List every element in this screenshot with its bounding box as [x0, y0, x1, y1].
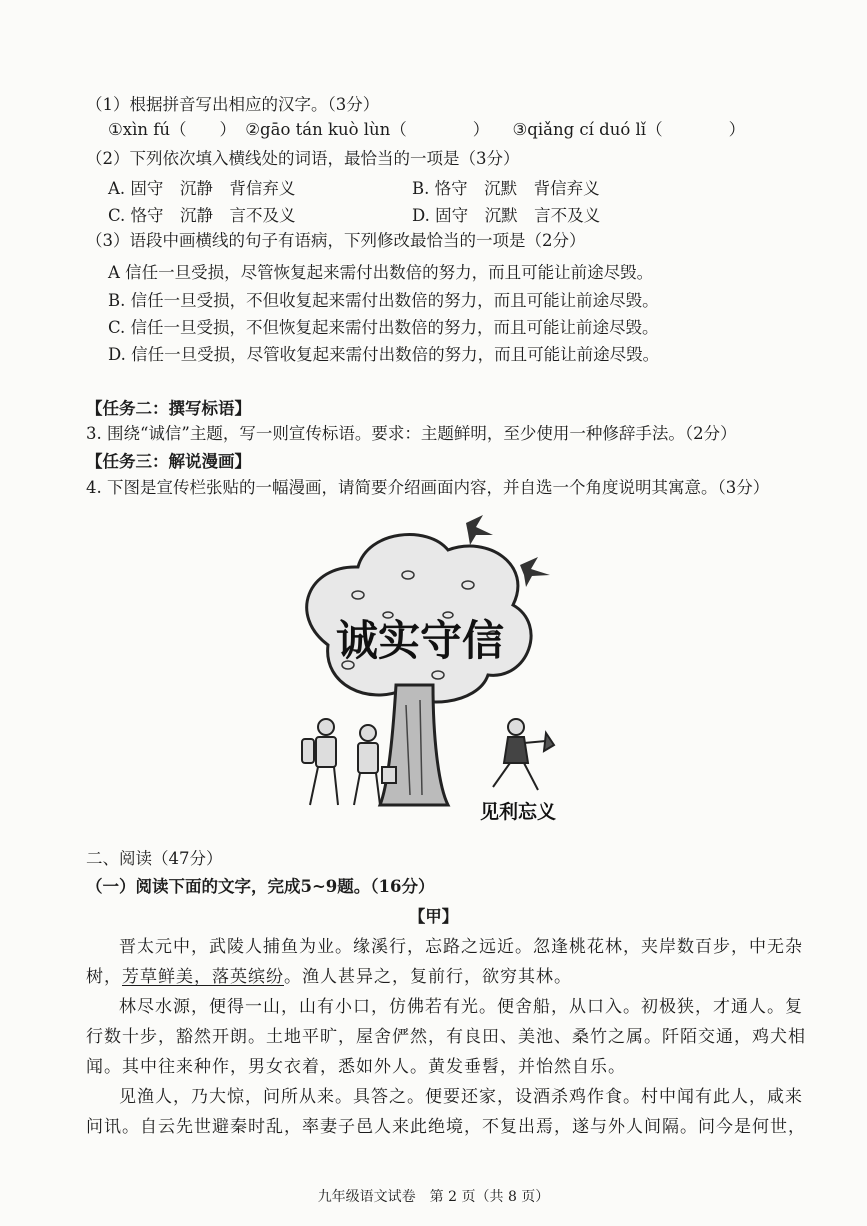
- q2-option-c: C. 恪守 沉静 言不及义: [108, 206, 296, 225]
- task3-question: 4. 下图是宣传栏张贴的一幅漫画，请简要介绍画面内容，并自选一个角度说明其寓意。（3分）: [86, 478, 770, 497]
- section2-heading: 二、阅读（47分）: [86, 849, 223, 868]
- q2-option-b: B. 恪守 沉默 背信弃义: [412, 179, 600, 198]
- passage-fragment: 。渔人甚异之，复前行，欲穷其林。: [284, 967, 572, 987]
- section2-sub: （一）阅读下面的文字，完成5~9题。（16分）: [86, 877, 435, 896]
- passage-label: 【甲】: [408, 907, 459, 926]
- cartoon-caption: 见利忘义: [479, 801, 557, 823]
- task2-heading: 【任务二：撰写标语】: [86, 399, 251, 418]
- q1-item-3: ③qiǎng cí duó lǐ（ ）: [512, 120, 746, 139]
- passage-line: 问讯。自云先世避秦时乱，率妻子邑人来此绝境，不复出焉，遂与外人间隔。问今是何世，: [86, 1117, 806, 1137]
- q3-option-c: C. 信任一旦受损，不但恢复起来需付出数倍的努力，而且可能让前途尽毁。: [108, 318, 659, 337]
- q1-prompt: （1）根据拼音写出相应的汉字。（3分）: [86, 95, 380, 114]
- underlined-phrase: 芳草鲜美，落英缤纷: [122, 967, 284, 987]
- q1-item-1: ①xìn fú（ ）: [108, 120, 236, 139]
- tree-icon: [307, 535, 531, 805]
- page-footer: 九年级语文试卷 第 2 页（共 8 页）: [317, 1189, 550, 1205]
- q3-option-b: B. 信任一旦受损，不但收复起来需付出数倍的努力，而且可能让前途尽毁。: [108, 291, 659, 310]
- passage-line: 行数十步，豁然开朗。土地平旷，屋舍俨然，有良田、美池、桑竹之属。阡陌交通，鸡犬相: [86, 1027, 806, 1047]
- cartoon-illustration: [288, 505, 578, 830]
- q1-items: [108, 119, 745, 141]
- q3-option-d: D. 信任一旦受损，尽管收复起来需付出数倍的努力，而且可能让前途尽毁。: [108, 345, 660, 364]
- q2-option-a: A. 固守 沉静 背信弃义: [108, 179, 296, 198]
- passage-fragment: 树，: [86, 967, 122, 987]
- passage-line: [86, 962, 572, 992]
- q2-prompt: （2）下列依次填入横线处的词语，最恰当的一项是（3分）: [86, 149, 520, 168]
- q1-item-2: ②gāo tán kuò lùn（ ）: [245, 120, 490, 139]
- task2-question: 3. 围绕“诚信”主题，写一则宣传标语。要求：主题鲜明，至少使用一种修辞手法。（2分）: [86, 424, 737, 443]
- passage-line: 晋太元中，武陵人捕鱼为业。缘溪行，忘路之远近。忽逢桃花林，夹岸数百步，中无杂: [119, 937, 803, 957]
- running-man-icon: [493, 719, 554, 790]
- passage-line: 林尽水源，便得一山，山有小口，仿佛若有光。便舍船，从口入。初极狭，才通人。复: [119, 997, 803, 1017]
- passage-line: 闻。其中往来种作，男女衣着，悉如外人。黄发垂髫，并怡然自乐。: [86, 1057, 626, 1077]
- q2-option-d: D. 固守 沉默 言不及义: [412, 206, 601, 225]
- cartoon-title: 诚实守信: [335, 616, 505, 665]
- worker-figure-icon: [302, 719, 396, 805]
- task3-heading: 【任务三：解说漫画】: [86, 452, 251, 471]
- passage-line: 见渔人，乃大惊，问所从来。具答之。便要还家，设酒杀鸡作食。村中闻有此人，咸来: [119, 1087, 803, 1107]
- q3-prompt: （3）语段中画横线的句子有语病，下列修改最恰当的一项是（2分）: [86, 231, 586, 250]
- q3-option-a: A 信任一旦受损，尽管恢复起来需付出数倍的努力，而且可能让前途尽毁。: [108, 263, 654, 282]
